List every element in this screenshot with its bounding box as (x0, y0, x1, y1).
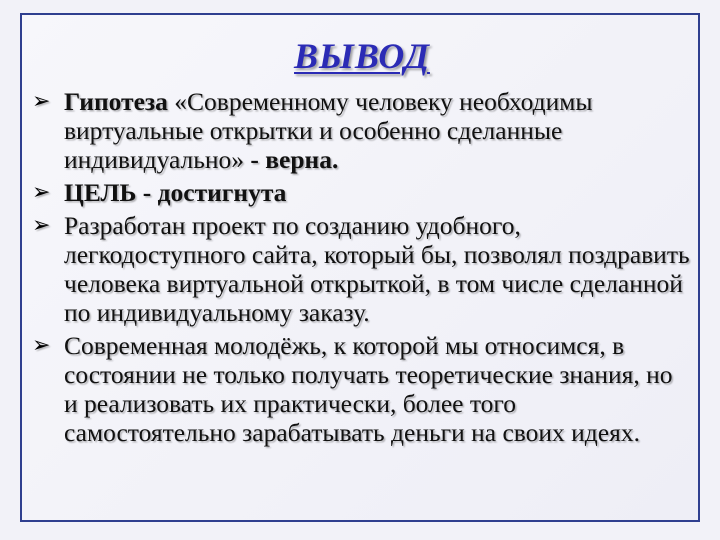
hypothesis-lead: Гипотеза (64, 87, 168, 116)
arrow-bullet-icon: ➢ (32, 180, 51, 205)
hypothesis-verdict: - верна. (250, 145, 339, 174)
arrow-bullet-icon: ➢ (32, 333, 51, 358)
list-item-hypothesis (30, 87, 690, 174)
list-item-goal (30, 178, 690, 207)
hypothesis-text: «Современному человеку необходимы виртуальные открытки и особенно сделанные индивидуально» (64, 87, 593, 174)
list-item-project (30, 211, 690, 327)
content-frame (20, 13, 700, 522)
youth-text: Современная молодёжь, к которой мы относимся, в состоянии не только получать теоретические знания, но и реализовать их практически, более того самостоятельно зарабатывать деньги на своих идеях. (64, 331, 673, 447)
arrow-bullet-icon: ➢ (32, 89, 51, 114)
goal-text: ЦЕЛЬ - достигнута (64, 178, 287, 207)
project-text: Разработан проект по созданию удобного, легкодоступного сайта, который бы, позволял поздравить человека виртуальной открыткой, в том числе сделанной по индивидуальному заказу. (64, 211, 690, 327)
conclusion-list (30, 87, 690, 451)
list-item-youth (30, 331, 690, 447)
page-title: ВЫВОД (294, 36, 430, 76)
arrow-bullet-icon: ➢ (32, 213, 51, 238)
